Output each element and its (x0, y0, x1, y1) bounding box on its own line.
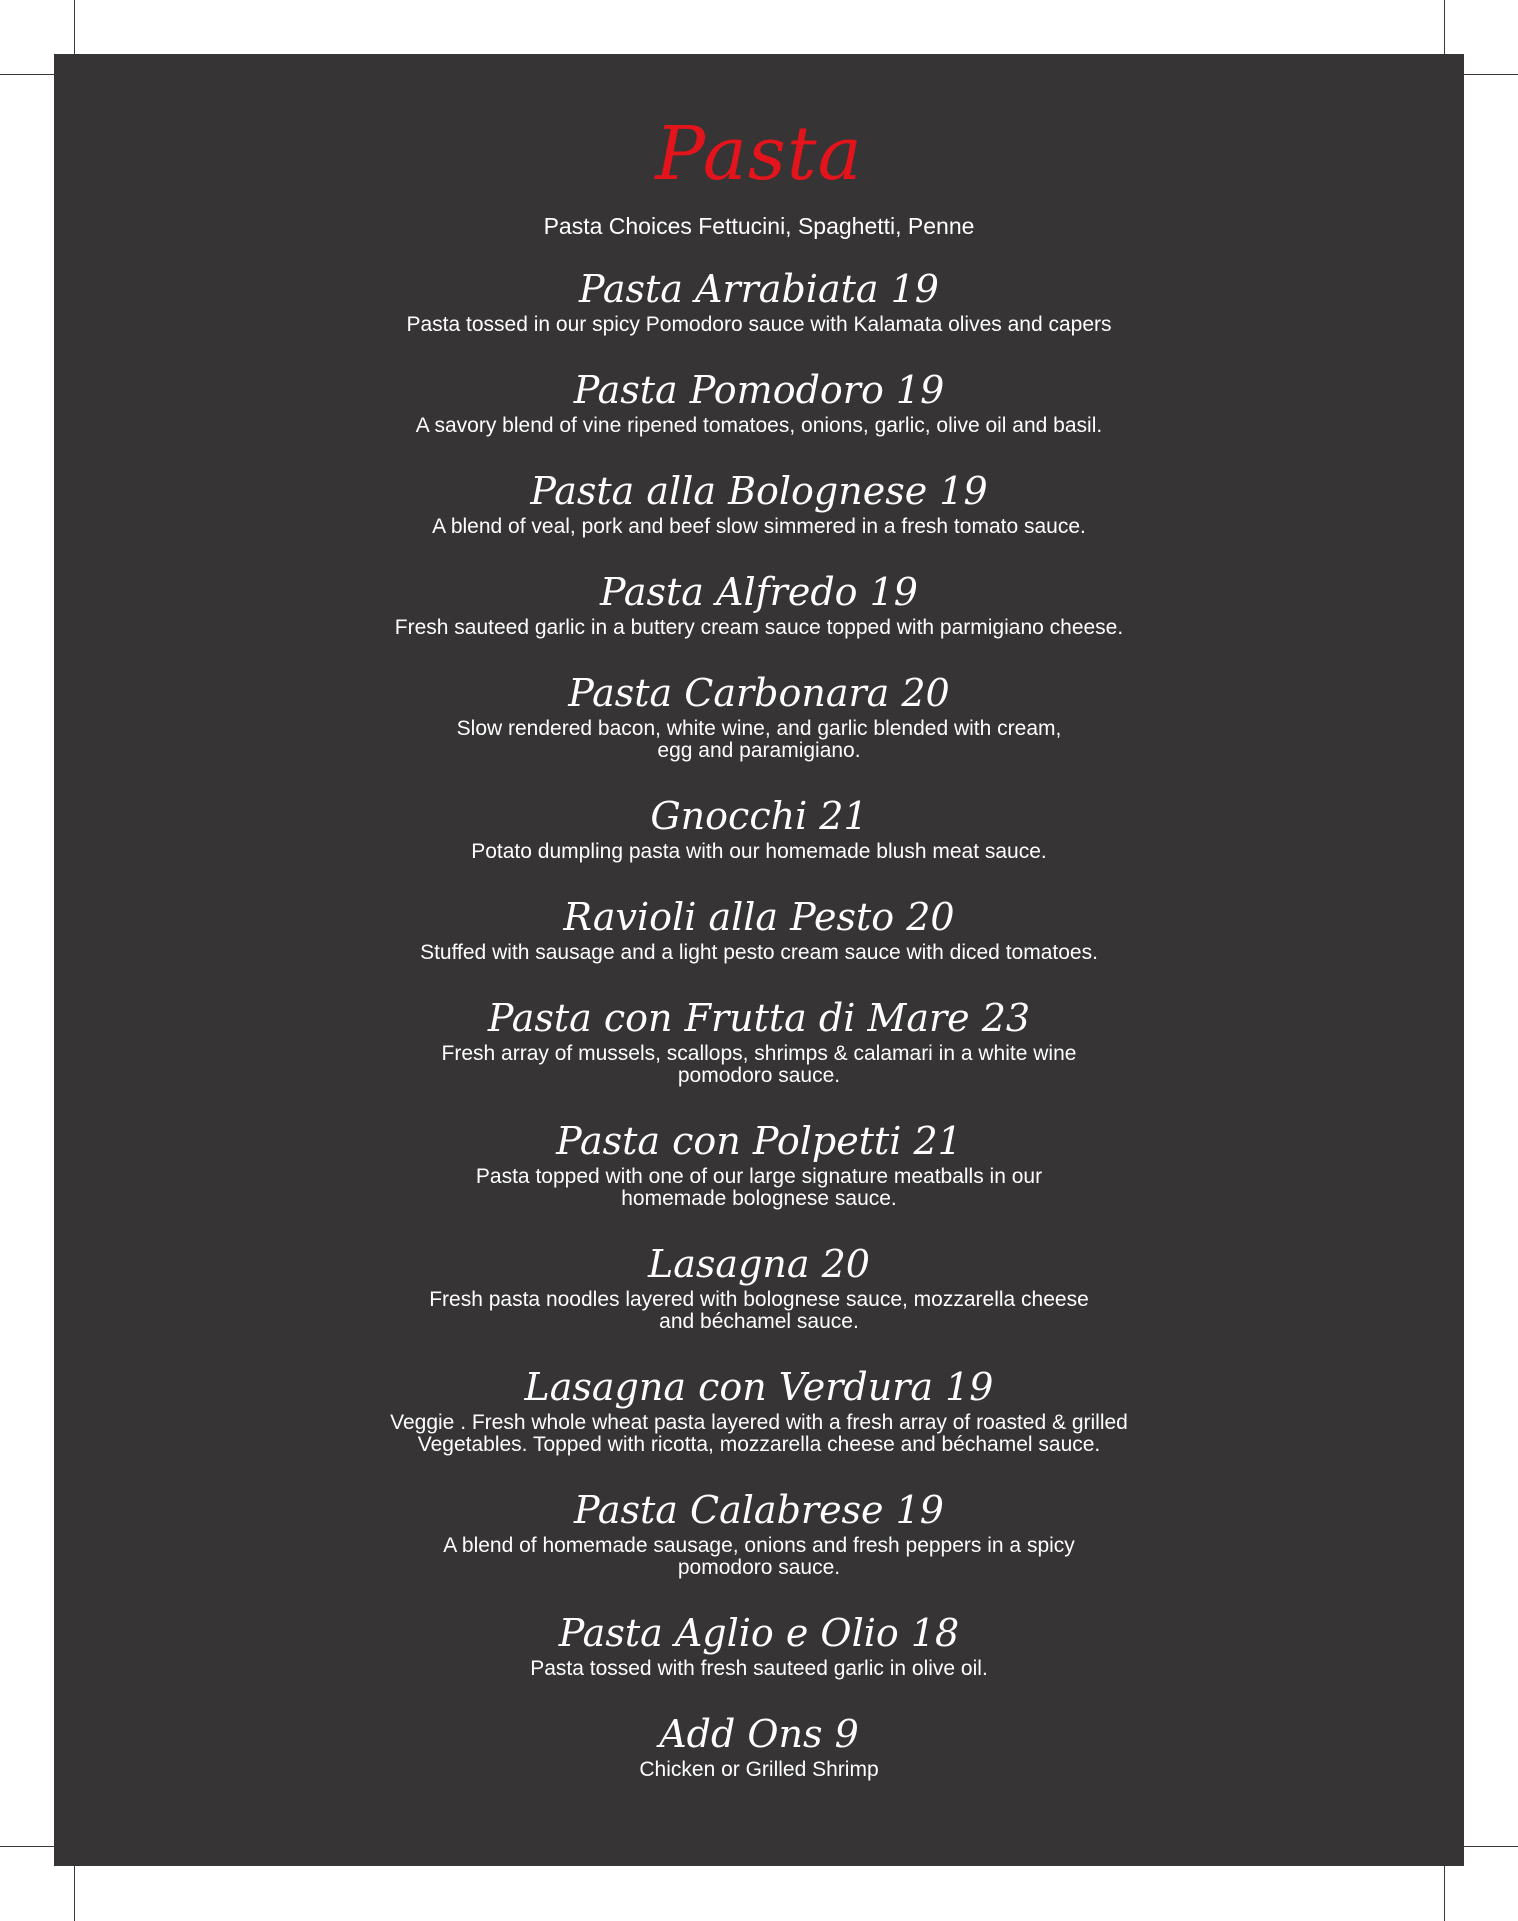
dish-name: Pasta Pomodoro 19 (573, 368, 945, 412)
menu-item (54, 466, 1464, 538)
dish-description: Slow rendered bacon, white wine, and garlic blended with cream, egg and paramigiano. (456, 717, 1062, 762)
dish-description: Pasta tossed in our spicy Pomodoro sauce with Kalamata olives and capers (406, 313, 1112, 336)
dish-name: Pasta con Frutta di Mare 23 (487, 996, 1031, 1040)
dish-name: Pasta Arrabiata 19 (579, 267, 939, 311)
menu-title: Pasta (655, 111, 863, 197)
dish-name: Lasagna con Verdura 19 (524, 1365, 994, 1409)
menu-item (54, 1608, 1464, 1680)
dish-name: Gnocchi 21 (650, 794, 868, 838)
dish-name: Ravioli alla Pesto 20 (563, 895, 955, 939)
crop-mark (74, 1866, 75, 1921)
menu-item (54, 1362, 1464, 1456)
dish-name: Pasta Calabrese 19 (574, 1488, 944, 1532)
dish-description: A blend of homemade sausage, onions and fresh peppers in a spicy pomodoro sauce. (443, 1534, 1075, 1579)
dish-description: Fresh pasta noodles layered with bolognese sauce, mozzarella cheese and béchamel sauce. (429, 1288, 1089, 1333)
crop-mark (1444, 0, 1445, 55)
dish-description: A blend of veal, pork and beef slow simmered in a fresh tomato sauce. (432, 515, 1086, 538)
dish-description: Pasta tossed with fresh sauteed garlic in olive oil. (530, 1657, 988, 1680)
menu-item (54, 1485, 1464, 1579)
menu-item (54, 1709, 1464, 1781)
menu-item (54, 993, 1464, 1087)
menu-item (54, 892, 1464, 964)
dish-name: Pasta Alfredo 19 (600, 570, 918, 614)
menu-item (54, 668, 1464, 762)
dish-description: Fresh array of mussels, scallops, shrimps & calamari in a white wine pomodoro sauce. (441, 1042, 1077, 1087)
dish-description: Potato dumpling pasta with our homemade blush meat sauce. (471, 840, 1047, 863)
crop-mark (1463, 74, 1518, 75)
menu-item (54, 264, 1464, 336)
crop-mark (1463, 1846, 1518, 1847)
dish-description: Veggie . Fresh whole wheat pasta layered with a fresh array of roasted & grilled Vegetables. Topped with ricotta, mozzarella cheese and béchamel sauce. (390, 1411, 1128, 1456)
menu-item (54, 1239, 1464, 1333)
dish-description: Fresh sauteed garlic in a buttery cream sauce topped with parmigiano cheese. (394, 616, 1124, 639)
dish-name: Pasta alla Bolognese 19 (530, 469, 988, 513)
dish-description: A savory blend of vine ripened tomatoes, onions, garlic, olive oil and basil. (415, 414, 1103, 437)
dish-description: Chicken or Grilled Shrimp (639, 1758, 879, 1781)
menu-item (54, 567, 1464, 639)
dish-name: Pasta con Polpetti 21 (556, 1119, 962, 1163)
menu-item (54, 791, 1464, 863)
crop-mark (0, 74, 55, 75)
menu-item (54, 365, 1464, 437)
dish-name: Pasta Carbonara 20 (568, 671, 950, 715)
dish-name: Add Ons 9 (659, 1712, 859, 1756)
menu-panel (54, 54, 1464, 1866)
crop-mark (74, 0, 75, 55)
menu-subtitle: Pasta Choices Fettucini, Spaghetti, Penne (543, 213, 975, 239)
dish-name: Lasagna 20 (648, 1242, 870, 1286)
dish-description: Pasta topped with one of our large signature meatballs in our homemade bolognese sauce. (475, 1165, 1043, 1210)
crop-mark (1444, 1866, 1445, 1921)
menu-item (54, 1116, 1464, 1210)
dish-name: Pasta Aglio e Olio 18 (558, 1611, 960, 1655)
dish-description: Stuffed with sausage and a light pesto cream sauce with diced tomatoes. (420, 941, 1098, 964)
crop-mark (0, 1846, 55, 1847)
